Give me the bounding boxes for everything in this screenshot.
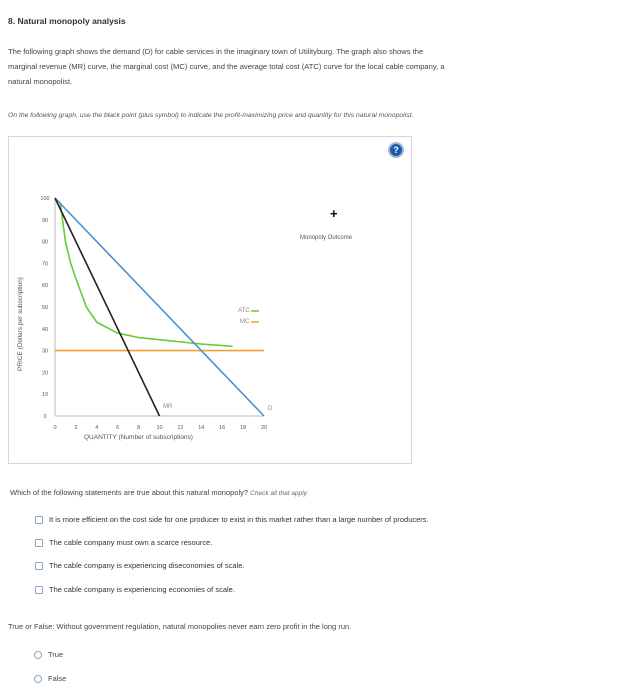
monopoly-outcome-plus-icon[interactable]: + [330,206,338,221]
radio-true[interactable] [34,650,63,659]
question-title: 8. Natural monopoly analysis [8,16,126,26]
mr-label: MR [163,404,173,410]
option-diseconomies-of-scale[interactable] [35,561,245,570]
y-tick-label: 60 [41,283,49,290]
instruction-text: On the following graph, use the black point (plus symbol) to indicate the profit-maximizing price and quantity for this natural monopolist. [8,112,414,119]
marginal-revenue-curve [55,198,160,416]
x-tick-label: 14 [198,425,205,431]
radio-label: False [48,674,67,683]
x-tick-label: 10 [156,425,163,431]
y-tick-label: 10 [41,392,49,399]
x-tick-label: 18 [240,425,247,431]
x-tick-label: 6 [116,425,120,431]
demand-label: D [268,406,273,412]
y-tick-label: 90 [41,217,49,224]
y-tick-label: 40 [41,326,49,333]
radio-button[interactable] [34,675,42,683]
option-label: The cable company must own a scarce resource. [49,538,213,547]
x-tick-label: 2 [74,425,78,431]
option-label: It is more efficient on the cost side for one producer to exist in this market rather than a large number of producers. [49,515,429,524]
checkbox[interactable] [35,586,43,594]
mc-label: MC [240,319,250,325]
y-tick-label: 70 [41,261,49,268]
checkbox[interactable] [35,539,43,547]
question-intro [8,44,614,89]
help-icon[interactable]: ? [388,142,404,158]
monopoly-graph[interactable] [8,136,412,464]
radio-false[interactable] [34,674,66,683]
x-tick-label: 8 [137,425,141,431]
atc-label: ATC [238,308,250,314]
monopoly-outcome-label: Monopoly Outcome [300,235,353,241]
radio-label: True [48,650,64,659]
y-tick-label: 0 [43,414,47,420]
y-tick-label: 80 [41,239,49,246]
option-label: The cable company is experiencing diseconomies of scale. [49,561,245,570]
option-efficient-one-producer[interactable] [35,515,429,524]
x-tick-label: 16 [219,425,226,431]
x-tick-label: 4 [95,425,99,431]
option-label: The cable company is experiencing economies of scale. [49,585,235,594]
intro-line-3: natural monopolist. [8,77,73,86]
intro-line-1: The following graph shows the demand (D) for cable services in the imaginary town of Utilityburg. The graph also shows the [8,47,424,56]
checkbox[interactable] [35,516,43,524]
graph-instruction [8,112,413,119]
checkbox-prompt-text: Which of the following statements are true about this natural monopoly? [10,488,249,497]
option-scarce-resource[interactable] [35,538,212,547]
true-false-prompt: True or False: Without government regulation, natural monopolies never earn zero profit in the long run. [8,622,352,631]
x-tick-label: 20 [260,425,268,431]
average-total-cost-curve [60,202,232,346]
checkbox-hint: Check all that apply. [250,490,309,497]
x-tick-label: 0 [53,425,57,431]
y-tick-label: 100 [40,196,50,202]
intro-line-2: marginal revenue (MR) curve, the marginal cost (MC) curve, and the average total cost (ATC) curve for the local cable company, a [8,62,445,71]
y-axis-label: PRICE (Dollars per subscription) [17,277,24,371]
x-axis-label: QUANTITY (Number of subscriptions) [84,434,193,441]
checkbox[interactable] [35,562,43,570]
radio-button[interactable] [34,651,42,659]
y-tick-label: 30 [41,348,49,355]
y-tick-label: 50 [41,305,49,311]
y-tick-label: 20 [41,370,49,377]
option-economies-of-scale[interactable] [35,585,235,594]
checkbox-question-prompt [10,488,308,497]
x-tick-label: 12 [177,425,184,431]
